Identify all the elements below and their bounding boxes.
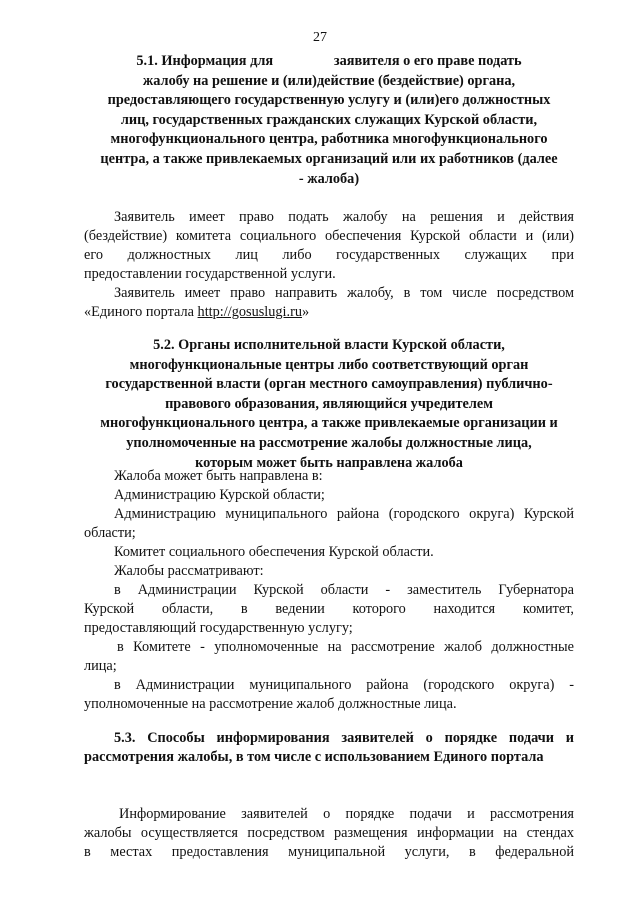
word: района [366,677,409,693]
word: в [468,844,476,860]
heading-line: - жалоба) [298,170,360,187]
body-line [84,843,574,862]
word: - [385,582,391,598]
heading-line: 5.2. Органы исполнительной власти Курской области, [153,337,505,353]
page-number: 27 [313,30,327,45]
word: Информирование [119,806,226,822]
text-run: «Единого портала [84,304,198,320]
word: в [114,582,121,598]
section-5-1-heading [84,52,574,189]
word: в [114,677,121,693]
body-line [117,638,574,657]
heading-line: многофункционального центра, работника многофункционального [110,131,548,148]
gosuslugi-link[interactable]: http://gosuslugi.ru [197,304,303,320]
word: подачи [409,806,452,822]
word: порядке [345,806,395,822]
word: муниципальной [288,844,386,860]
word: местах [110,844,153,860]
word: рассмотрения [490,806,574,822]
body-line [119,805,574,824]
para1-line2 [84,227,574,246]
para1-line4: предоставлении государственной услуги. [84,266,336,282]
section-5-2-heading [84,336,574,473]
word: которого [352,601,406,617]
body-line: Жалобы рассматривают: [114,563,264,579]
word: его [84,247,104,263]
text-run: Заявитель имеет право подать жалобу на решения и действия [114,209,574,225]
heading-line: жалобу на решение и (или)действие (бездействие) органа, [142,72,516,89]
word: услуги, [404,844,450,860]
heading-line: правового образования, являющийся учредителем [165,395,493,412]
text-run: жалобы осуществляется посредством размещения информации на стендах [84,825,574,841]
text-run: Заявитель имеет право направить жалобу, в том числе посредством [114,285,574,301]
word: предоставления [171,844,269,860]
word: служащих [464,247,527,263]
word: либо [282,247,312,263]
heading-line: предоставляющего государственную услугу и (или)его должностных [107,92,551,109]
word: находится [433,601,496,617]
section-5-3-heading-line1 [114,729,574,748]
body-line [84,824,574,843]
word: государственных [336,247,440,263]
body-line: области; [84,525,136,541]
word: (городского [423,677,495,693]
word: должностных [127,247,211,263]
body-line: лица; [84,658,117,674]
heading-line: лиц, государственных гражданских служащих Курской области, [120,111,538,128]
body-line [84,600,574,619]
heading-line: государственной власти (орган местного самоуправления) публично- [105,376,553,393]
heading-line: 5.3. Способы информирования заявителей о порядке подачи и [114,730,574,746]
word: лиц [235,247,258,263]
heading-line: центра, а также привлекаемых организаций или их работников (далее [100,150,558,167]
body-line: уполномоченные на рассмотрение жалоб должностные лица. [84,696,457,712]
word: области, [161,601,214,617]
word: заместитель [407,582,482,598]
body-line [114,505,574,524]
heading-line: которым может быть направлена жалоба [195,454,463,471]
word: области [320,582,369,598]
word: в [84,844,91,860]
word: - [569,677,574,693]
para2-line1 [114,284,574,303]
word: Курской [84,601,135,617]
word: ведении [275,601,325,617]
para2-line2 [84,303,309,322]
word: Администрации [137,582,237,598]
heading-line: многофункционального центра, а также привлекаемые организации и [100,415,558,432]
text-run: » [302,304,310,320]
body-line [114,581,574,600]
word: Курской [253,582,304,598]
section-5-3-heading-line2: рассмотрения жалобы, в том числе с использованием Единого портала [84,749,544,765]
word: федеральной [495,844,574,860]
word: муниципального [249,677,352,693]
word: в [240,601,248,617]
para1-line3 [84,246,574,265]
heading-line: 5.1. Информация для заявителя о его праве подать [136,53,522,69]
para1-line1 [114,208,574,227]
word: округа) [509,677,555,693]
text-run: (бездействие) комитета социального обеспечения Курской области и (или) [84,228,574,244]
word: Администрации [135,677,235,693]
heading-line: многофункциональные центры либо соответствующий орган [129,356,529,373]
word: о [323,806,331,822]
word: Губернатора [498,582,574,598]
text-run: в Комитете - уполномоченные на рассмотрение жалоб должностные [117,639,574,655]
word: комитет, [522,601,574,617]
heading-line: уполномоченные на рассмотрение жалобы должностные лица, [126,434,532,451]
text-run: Администрацию муниципального района (городского округа) Курской [114,506,574,522]
word: при [551,247,574,263]
word: и [467,806,475,822]
body-line: Комитет социального обеспечения Курской области. [114,544,434,560]
body-line: предоставляющий государственную услугу; [84,620,353,636]
body-line: Жалоба может быть направлена в: [114,468,323,484]
body-line [114,676,574,695]
word: заявителей [241,806,308,822]
body-line: Администрацию Курской области; [114,487,325,503]
